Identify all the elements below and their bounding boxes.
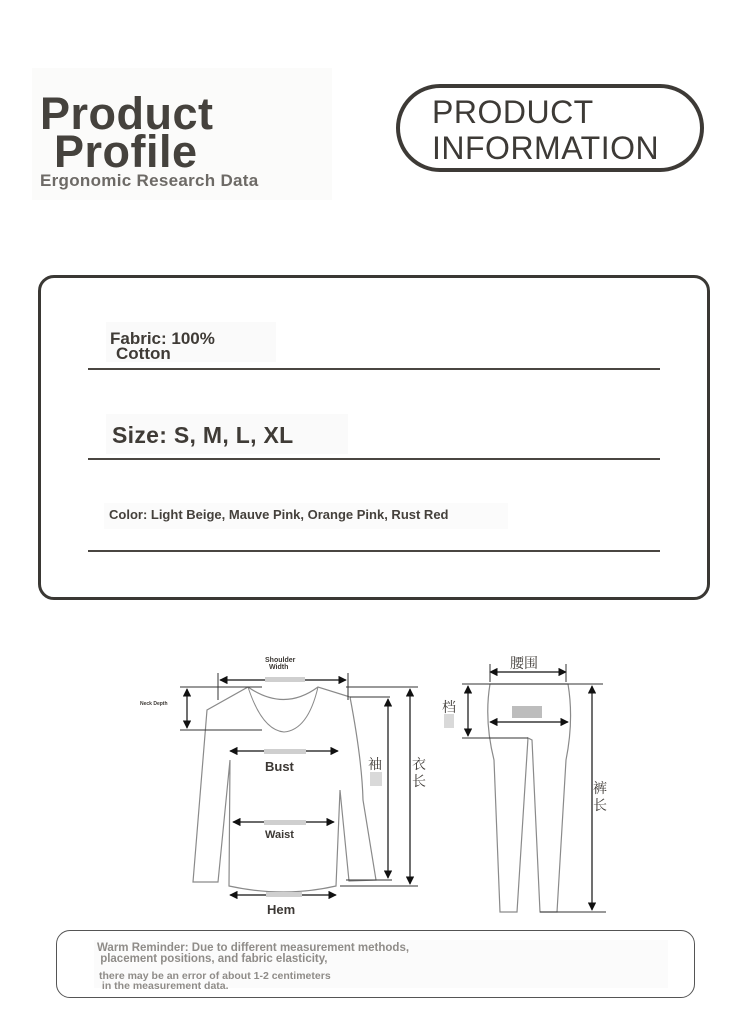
reminder-line-4: in the measurement data.	[99, 980, 229, 992]
title-line-1: Product	[40, 88, 214, 139]
info-line-1: PRODUCT	[432, 94, 594, 130]
top-length-char-1: 衣	[412, 756, 426, 772]
sleeve-length-char-1: 袖	[368, 756, 382, 772]
fabric-line-2: Cotton	[116, 344, 171, 363]
title-line-2: Profile	[54, 126, 198, 177]
reminder-line-2: placement positions, and fabric elasticity,	[97, 953, 328, 965]
color-spec: Color: Light Beige, Mauve Pink, Orange Pink, Rust Red	[109, 507, 449, 522]
pants-outline	[488, 684, 571, 912]
waist-label: Waist	[265, 829, 294, 841]
top-length-char-2: 长	[412, 773, 426, 789]
reminder-line-3: there may be an error of about 1-2 centimeters	[99, 970, 331, 982]
size-spec: Size: S, M, L, XL	[112, 422, 294, 448]
neck-depth-label: Neck Depth	[140, 701, 168, 707]
info-line-2: INFORMATION	[432, 130, 660, 166]
top-outline	[193, 687, 376, 892]
shoulder-label-line-2: Width	[269, 664, 289, 671]
pants-length-char-1: 裤	[593, 780, 607, 796]
rise-label: 档	[442, 699, 456, 715]
bust-label: Bust	[265, 759, 294, 774]
sleeve-length-label	[368, 756, 382, 772]
pants-length-char-2: 长	[593, 797, 607, 813]
pants-length-label	[593, 780, 607, 814]
reminder-line-1: Warm Reminder: Due to different measurement methods,	[97, 942, 410, 954]
top-length-label	[412, 756, 426, 790]
waistband-label: 腰围	[510, 655, 538, 671]
shoulder-label-line-1: Shoulder	[265, 657, 296, 664]
reminder-text-bottom	[99, 971, 331, 991]
title-subtitle: Ergonomic Research Data	[40, 171, 259, 190]
shoulder-width-label	[265, 657, 295, 671]
fabric-line-1: Fabric: 100%	[110, 329, 215, 348]
reminder-text-top	[97, 943, 409, 965]
hem-label: Hem	[267, 902, 296, 917]
